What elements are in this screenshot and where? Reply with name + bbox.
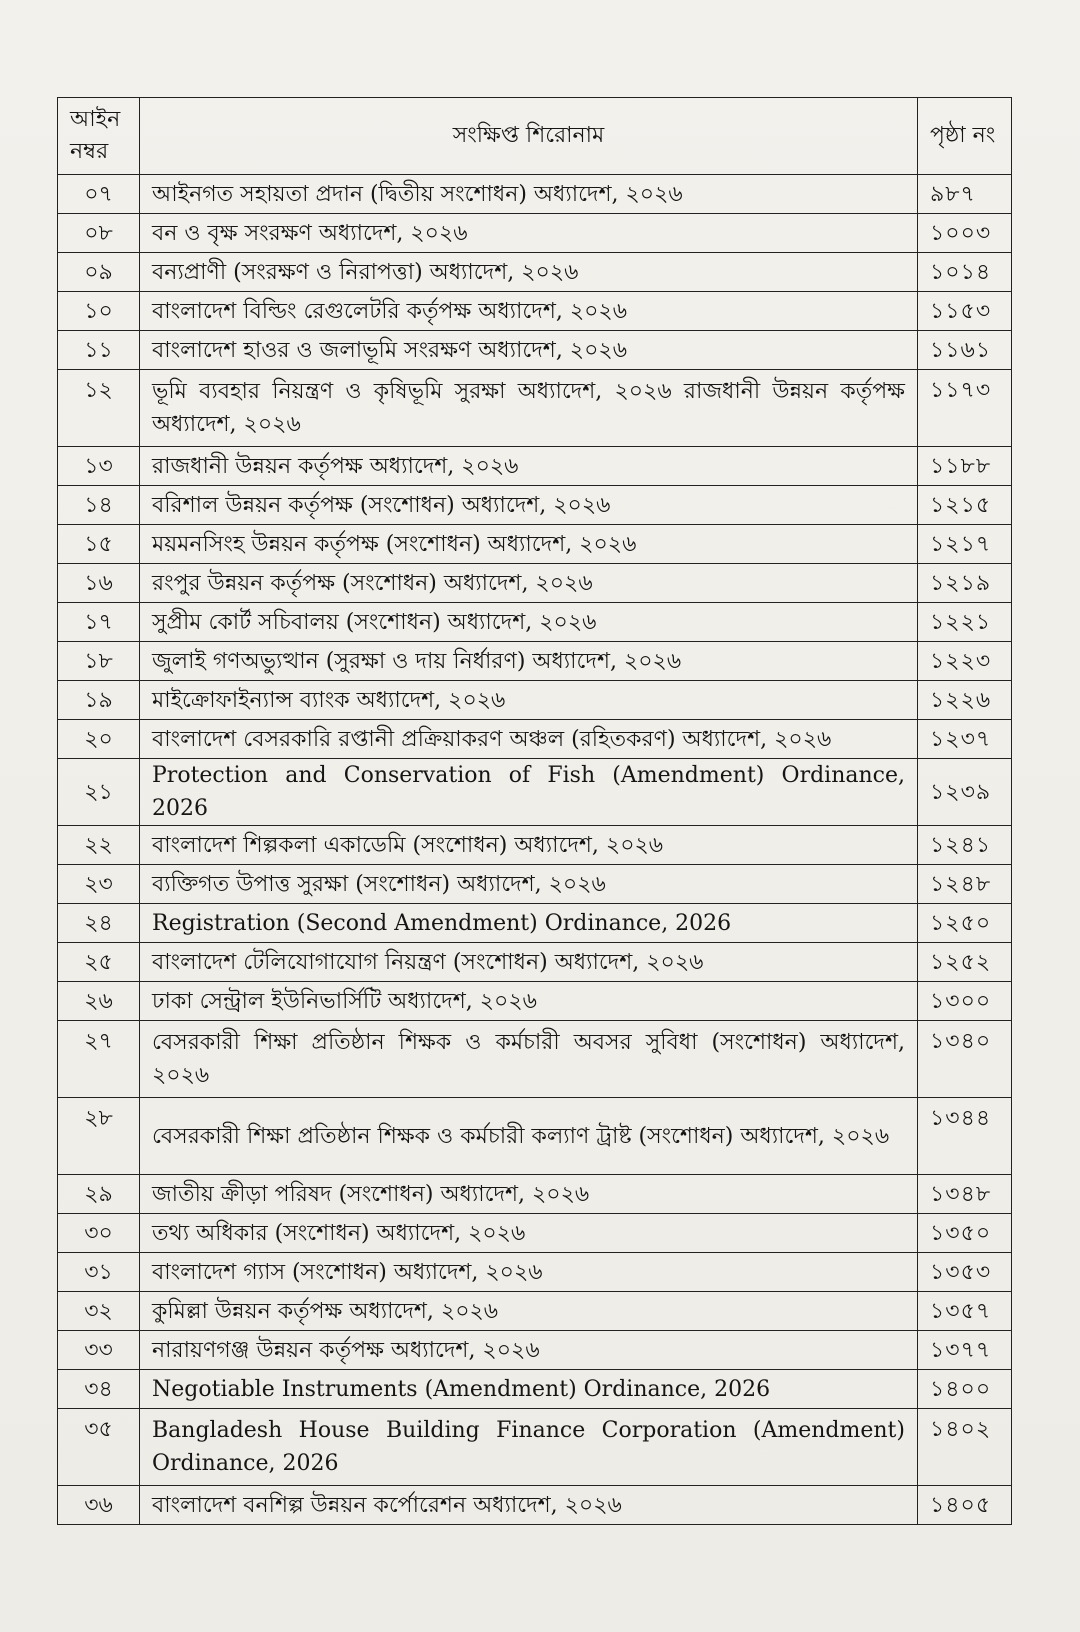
page-number-cell: ১৩৪৮ bbox=[918, 1175, 1012, 1214]
law-number-cell: ১১ bbox=[58, 331, 140, 370]
ordinance-title-cell: বন ও বৃক্ষ সংরক্ষণ অধ্যাদেশ, ২০২৬ bbox=[140, 214, 918, 253]
page-number-cell: ১২৩৭ bbox=[918, 720, 1012, 759]
table-row bbox=[58, 759, 1012, 826]
law-number-cell: ৩৪ bbox=[58, 1370, 140, 1409]
ordinance-title-cell: সুপ্রীম কোর্ট সচিবালয় (সংশোধন) অধ্যাদেশ, ২০২৬ bbox=[140, 603, 918, 642]
law-number-cell: ১৭ bbox=[58, 603, 140, 642]
ordinance-title-cell: ময়মনসিংহ উন্নয়ন কর্তৃপক্ষ (সংশোধন) অধ্যাদেশ, ২০২৬ bbox=[140, 525, 918, 564]
ordinance-title-cell: রাজধানী উন্নয়ন কর্তৃপক্ষ অধ্যাদেশ, ২০২৬ bbox=[140, 447, 918, 486]
table-row bbox=[58, 292, 1012, 331]
law-number-cell: ৩২ bbox=[58, 1292, 140, 1331]
page-number-cell: ১২১৯ bbox=[918, 564, 1012, 603]
law-number-cell: ১৬ bbox=[58, 564, 140, 603]
ordinance-title-cell: Protection and Conservation of Fish (Amendment) Ordinance, 2026 bbox=[140, 759, 918, 826]
law-number-cell: ১৯ bbox=[58, 681, 140, 720]
ordinance-title-cell: বেসরকারী শিক্ষা প্রতিষ্ঠান শিক্ষক ও কর্মচারী কল্যাণ ট্রাষ্ট (সংশোধন) অধ্যাদেশ, ২০২৬ bbox=[140, 1098, 918, 1175]
page-number-cell: ১৩৪৪ bbox=[918, 1098, 1012, 1175]
law-number-cell: ০৯ bbox=[58, 253, 140, 292]
ordinance-title-cell: বাংলাদেশ বিল্ডিং রেগুলেটরি কর্তৃপক্ষ অধ্যাদেশ, ২০২৬ bbox=[140, 292, 918, 331]
table-row bbox=[58, 1214, 1012, 1253]
table-row bbox=[58, 681, 1012, 720]
table-row bbox=[58, 1292, 1012, 1331]
law-number-cell: ২৯ bbox=[58, 1175, 140, 1214]
table-row bbox=[58, 1253, 1012, 1292]
table-body bbox=[58, 175, 1012, 1525]
page-number-cell: ১১৮৮ bbox=[918, 447, 1012, 486]
law-number-cell: ৩৩ bbox=[58, 1331, 140, 1370]
page-number-cell: ১৩৫৭ bbox=[918, 1292, 1012, 1331]
page-number-cell: ১৪০২ bbox=[918, 1409, 1012, 1486]
ordinance-title-cell: মাইক্রোফাইন্যান্স ব্যাংক অধ্যাদেশ, ২০২৬ bbox=[140, 681, 918, 720]
table-row bbox=[58, 525, 1012, 564]
ordinance-title-cell: আইনগত সহায়তা প্রদান (দ্বিতীয় সংশোধন) অধ্যাদেশ, ২০২৬ bbox=[140, 175, 918, 214]
page-number-cell: ১৩৪০ bbox=[918, 1021, 1012, 1098]
ordinance-title-cell: ভূমি ব্যবহার নিয়ন্ত্রণ ও কৃষিভূমি সুরক্ষা অধ্যাদেশ, ২০২৬ রাজধানী উন্নয়ন কর্তৃপক্ষ অধ্যাদেশ, ২০২৬ bbox=[140, 370, 918, 447]
page-number-cell: ১২১৭ bbox=[918, 525, 1012, 564]
law-number-cell: ২১ bbox=[58, 759, 140, 826]
table-header-row bbox=[58, 98, 1012, 175]
ordinance-title-cell: বাংলাদেশ হাওর ও জলাভূমি সংরক্ষণ অধ্যাদেশ, ২০২৬ bbox=[140, 331, 918, 370]
ordinance-title-cell: বাংলাদেশ শিল্পকলা একাডেমি (সংশোধন) অধ্যাদেশ, ২০২৬ bbox=[140, 826, 918, 865]
ordinance-title-cell: বন্যপ্রাণী (সংরক্ষণ ও নিরাপত্তা) অধ্যাদেশ, ২০২৬ bbox=[140, 253, 918, 292]
ordinance-title-cell: কুমিল্লা উন্নয়ন কর্তৃপক্ষ অধ্যাদেশ, ২০২৬ bbox=[140, 1292, 918, 1331]
table-row bbox=[58, 603, 1012, 642]
law-number-cell: ২৪ bbox=[58, 904, 140, 943]
law-number-cell: ৩১ bbox=[58, 1253, 140, 1292]
table-row bbox=[58, 1098, 1012, 1175]
law-number-cell: ০৭ bbox=[58, 175, 140, 214]
law-number-cell: ১৪ bbox=[58, 486, 140, 525]
ordinance-title-cell: নারায়ণগঞ্জ উন্নয়ন কর্তৃপক্ষ অধ্যাদেশ, ২০২৬ bbox=[140, 1331, 918, 1370]
page-number-cell: ১৪০৫ bbox=[918, 1486, 1012, 1525]
table-row bbox=[58, 1486, 1012, 1525]
page-number-cell: ১২৫২ bbox=[918, 943, 1012, 982]
ordinance-title-cell: Bangladesh House Building Finance Corporation (Amendment) Ordinance, 2026 bbox=[140, 1409, 918, 1486]
table-row bbox=[58, 175, 1012, 214]
page-number-cell: ১৩০০ bbox=[918, 982, 1012, 1021]
table-row bbox=[58, 1331, 1012, 1370]
header-law-number: আইন নম্বর bbox=[58, 98, 140, 175]
ordinance-title-cell: বরিশাল উন্নয়ন কর্তৃপক্ষ (সংশোধন) অধ্যাদেশ, ২০২৬ bbox=[140, 486, 918, 525]
ordinance-title-cell: বাংলাদেশ গ্যাস (সংশোধন) অধ্যাদেশ, ২০২৬ bbox=[140, 1253, 918, 1292]
page-number-cell: ১৩৭৭ bbox=[918, 1331, 1012, 1370]
table-row bbox=[58, 486, 1012, 525]
table-row bbox=[58, 865, 1012, 904]
page-number-cell: ১১৬১ bbox=[918, 331, 1012, 370]
law-number-cell: ০৮ bbox=[58, 214, 140, 253]
law-number-cell: ২০ bbox=[58, 720, 140, 759]
table-row bbox=[58, 826, 1012, 865]
law-number-cell: ২৫ bbox=[58, 943, 140, 982]
table-row bbox=[58, 1021, 1012, 1098]
page-number-cell: ১৩৫৩ bbox=[918, 1253, 1012, 1292]
law-number-cell: ৩৬ bbox=[58, 1486, 140, 1525]
table-row bbox=[58, 331, 1012, 370]
law-number-cell: ১৮ bbox=[58, 642, 140, 681]
table-row bbox=[58, 1370, 1012, 1409]
page-number-cell: ১২৪৮ bbox=[918, 865, 1012, 904]
page-number-cell: ১২২৬ bbox=[918, 681, 1012, 720]
law-number-cell: ৩০ bbox=[58, 1214, 140, 1253]
page-number-cell: ১২৫০ bbox=[918, 904, 1012, 943]
table-row bbox=[58, 982, 1012, 1021]
law-number-cell: ২৮ bbox=[58, 1098, 140, 1175]
ordinance-title-cell: তথ্য অধিকার (সংশোধন) অধ্যাদেশ, ২০২৬ bbox=[140, 1214, 918, 1253]
law-number-cell: ১২ bbox=[58, 370, 140, 447]
page-number-cell: ১১৫৩ bbox=[918, 292, 1012, 331]
ordinance-title-cell: রংপুর উন্নয়ন কর্তৃপক্ষ (সংশোধন) অধ্যাদেশ, ২০২৬ bbox=[140, 564, 918, 603]
law-number-cell: ২২ bbox=[58, 826, 140, 865]
table-row bbox=[58, 943, 1012, 982]
ordinance-title-cell: Registration (Second Amendment) Ordinance, 2026 bbox=[140, 904, 918, 943]
page-number-cell: ১২৪১ bbox=[918, 826, 1012, 865]
table-row bbox=[58, 214, 1012, 253]
page-number-cell: ১২২১ bbox=[918, 603, 1012, 642]
page-number-cell: ১২২৩ bbox=[918, 642, 1012, 681]
page-number-cell: ১১৭৩ bbox=[918, 370, 1012, 447]
page-number-cell: ১৩৫০ bbox=[918, 1214, 1012, 1253]
law-number-cell: ১০ bbox=[58, 292, 140, 331]
table-row bbox=[58, 1175, 1012, 1214]
ordinance-title-cell: জুলাই গণঅভ্যুত্থান (সুরক্ষা ও দায় নির্ধারণ) অধ্যাদেশ, ২০২৬ bbox=[140, 642, 918, 681]
ordinance-title-cell: জাতীয় ক্রীড়া পরিষদ (সংশোধন) অধ্যাদেশ, ২০২৬ bbox=[140, 1175, 918, 1214]
law-number-cell: ১৩ bbox=[58, 447, 140, 486]
table-row bbox=[58, 447, 1012, 486]
page-number-cell: ১৪০০ bbox=[918, 1370, 1012, 1409]
ordinance-title-cell: ঢাকা সেন্ট্রাল ইউনিভার্সিটি অধ্যাদেশ, ২০২৬ bbox=[140, 982, 918, 1021]
law-number-cell: ২৭ bbox=[58, 1021, 140, 1098]
page-number-cell: ১২১৫ bbox=[918, 486, 1012, 525]
page-number-cell: ১০০৩ bbox=[918, 214, 1012, 253]
table-row bbox=[58, 720, 1012, 759]
law-number-cell: ২৬ bbox=[58, 982, 140, 1021]
ordinance-title-cell: বাংলাদেশ টেলিযোগাযোগ নিয়ন্ত্রণ (সংশোধন) অধ্যাদেশ, ২০২৬ bbox=[140, 943, 918, 982]
table-row bbox=[58, 1409, 1012, 1486]
law-number-cell: ২৩ bbox=[58, 865, 140, 904]
table-row bbox=[58, 904, 1012, 943]
table-row bbox=[58, 370, 1012, 447]
page-number-cell: ১০১৪ bbox=[918, 253, 1012, 292]
ordinance-title-cell: বাংলাদেশ বেসরকারি রপ্তানী প্রক্রিয়াকরণ অঞ্চল (রহিতকরণ) অধ্যাদেশ, ২০২৬ bbox=[140, 720, 918, 759]
table-row bbox=[58, 253, 1012, 292]
ordinance-title-cell: Negotiable Instruments (Amendment) Ordinance, 2026 bbox=[140, 1370, 918, 1409]
ordinance-index-table bbox=[57, 97, 1012, 1525]
ordinance-title-cell: বেসরকারী শিক্ষা প্রতিষ্ঠান শিক্ষক ও কর্মচারী অবসর সুবিধা (সংশোধন) অধ্যাদেশ, ২০২৬ bbox=[140, 1021, 918, 1098]
header-short-title: সংক্ষিপ্ত শিরোনাম bbox=[140, 98, 918, 175]
table-row bbox=[58, 564, 1012, 603]
ordinance-title-cell: ব্যক্তিগত উপাত্ত সুরক্ষা (সংশোধন) অধ্যাদেশ, ২০২৬ bbox=[140, 865, 918, 904]
page-number-cell: ৯৮৭ bbox=[918, 175, 1012, 214]
table-row bbox=[58, 642, 1012, 681]
page-number-cell: ১২৩৯ bbox=[918, 759, 1012, 826]
law-number-cell: ১৫ bbox=[58, 525, 140, 564]
law-number-cell: ৩৫ bbox=[58, 1409, 140, 1486]
header-page-number: পৃষ্ঠা নং bbox=[918, 98, 1012, 175]
ordinance-title-cell: বাংলাদেশ বনশিল্প উন্নয়ন কর্পোরেশন অধ্যাদেশ, ২০২৬ bbox=[140, 1486, 918, 1525]
